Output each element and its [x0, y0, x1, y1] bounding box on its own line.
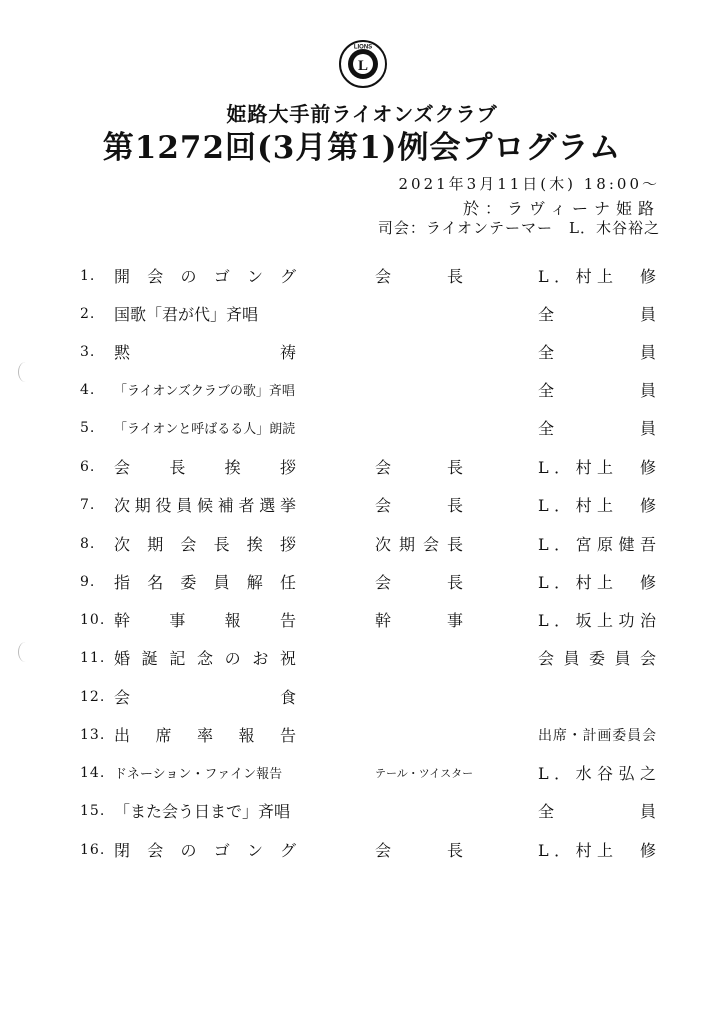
program-row — [0, 683, 724, 713]
program-item-title: 会食 — [114, 688, 296, 707]
program-row — [0, 338, 724, 368]
program-item-role: 会長 — [375, 573, 463, 592]
program-item-title: 婚誕記念のお祝 — [114, 649, 296, 668]
program-item-number: 8. — [80, 536, 96, 552]
program-row — [0, 530, 724, 560]
program-item-title: 次期役員候補者選挙 — [114, 496, 296, 515]
program-item-person: 全員 — [538, 343, 656, 362]
program-item-number: 7. — [80, 497, 96, 513]
program-item-number: 1. — [80, 268, 96, 284]
program-item-title: 幹事報告 — [114, 611, 296, 630]
program-item-number: 13. — [80, 727, 106, 743]
program-item-person: 全員 — [538, 381, 656, 400]
program-item-person: 全員 — [538, 802, 656, 821]
program-item-number: 10. — [80, 612, 106, 628]
program-row — [0, 836, 724, 866]
program-title: 第1272回(3月第1)例会プログラム — [102, 130, 622, 166]
program-item-number: 12. — [80, 689, 106, 705]
program-item-title: 開会のゴング — [114, 267, 296, 286]
program-row — [0, 797, 724, 827]
program-row — [0, 376, 724, 406]
program-row — [0, 453, 724, 483]
program-row — [0, 568, 724, 598]
program-item-number: 15. — [80, 803, 106, 819]
program-item-title: 「ライオンズクラブの歌」斉唱 — [114, 384, 295, 399]
lions-emblem-icon — [339, 40, 387, 88]
program-item-role: 幹事 — [375, 611, 463, 630]
program-row — [0, 262, 724, 292]
program-item-number: 5. — [80, 420, 96, 436]
program-row — [0, 721, 724, 751]
program-item-number: 16. — [80, 842, 106, 858]
program-item-person: 全員 — [538, 305, 656, 324]
svg-text:L: L — [357, 58, 369, 74]
program-item-person: 会員委員会 — [538, 649, 656, 668]
program-item-number: 9. — [80, 574, 96, 590]
program-row — [0, 759, 724, 789]
program-item-title: 「また会う日まで」斉唱 — [114, 802, 291, 821]
program-item-title: 会長挨拶 — [114, 458, 296, 477]
program-row — [0, 644, 724, 674]
program-item-role: テール・ツイスター — [375, 767, 474, 780]
program-item-title: 閉会のゴング — [114, 841, 296, 860]
program-item-person: 全員 — [538, 419, 656, 438]
program-item-title: 出席率報告 — [114, 726, 296, 745]
program-item-person: L．村上 修 — [538, 573, 656, 592]
meeting-venue: 於：ラヴィーナ姫路 — [462, 199, 660, 218]
program-item-person: L．村上 修 — [538, 267, 656, 286]
program-item-role: 会長 — [375, 496, 463, 515]
program-item-number: 2. — [80, 306, 96, 322]
program-item-person: L．坂上功治 — [538, 611, 656, 630]
logo-text: LIONS — [353, 44, 373, 51]
program-item-title: 黙祷 — [114, 343, 296, 362]
program-item-person: L．村上 修 — [538, 841, 656, 860]
program-item-person: 出席・計画委員会 — [538, 728, 656, 744]
club-name: 姫路大手前ライオンズクラブ — [226, 102, 498, 126]
program-item-title: ドネーション・ファイン報告 — [114, 767, 283, 782]
program-item-role: 次期会長 — [375, 535, 463, 554]
program-item-person: L．村上 修 — [538, 496, 656, 515]
program-item-role: 会長 — [375, 267, 463, 286]
program-item-person: L．村上 修 — [538, 458, 656, 477]
program-item-number: 6. — [80, 459, 96, 475]
program-row — [0, 606, 724, 636]
program-item-title: 次期会長挨拶 — [114, 535, 296, 554]
program-row — [0, 491, 724, 521]
program-row — [0, 300, 724, 330]
program-item-number: 11. — [80, 650, 106, 666]
program-item-person: L．水谷弘之 — [538, 764, 656, 783]
program-item-person: L．宮原健吾 — [538, 535, 656, 554]
program-item-title: 「ライオンと呼ばるる人」朗読 — [114, 422, 296, 437]
program-item-number: 4. — [80, 382, 96, 398]
program-item-role: 会長 — [375, 841, 463, 860]
program-item-title: 国歌「君が代」斉唱 — [114, 305, 259, 324]
program-item-title: 指名委員解任 — [114, 573, 296, 592]
program-item-number: 3. — [80, 344, 96, 360]
program-row — [0, 414, 724, 444]
master-of-ceremonies: 司会：ライオンテーマー L．木谷裕之 — [377, 219, 660, 237]
program-item-number: 14. — [80, 765, 106, 781]
program-item-role: 会長 — [375, 458, 463, 477]
meeting-date-time: 2021年3月11日(木) 18:00〜 — [398, 175, 660, 193]
